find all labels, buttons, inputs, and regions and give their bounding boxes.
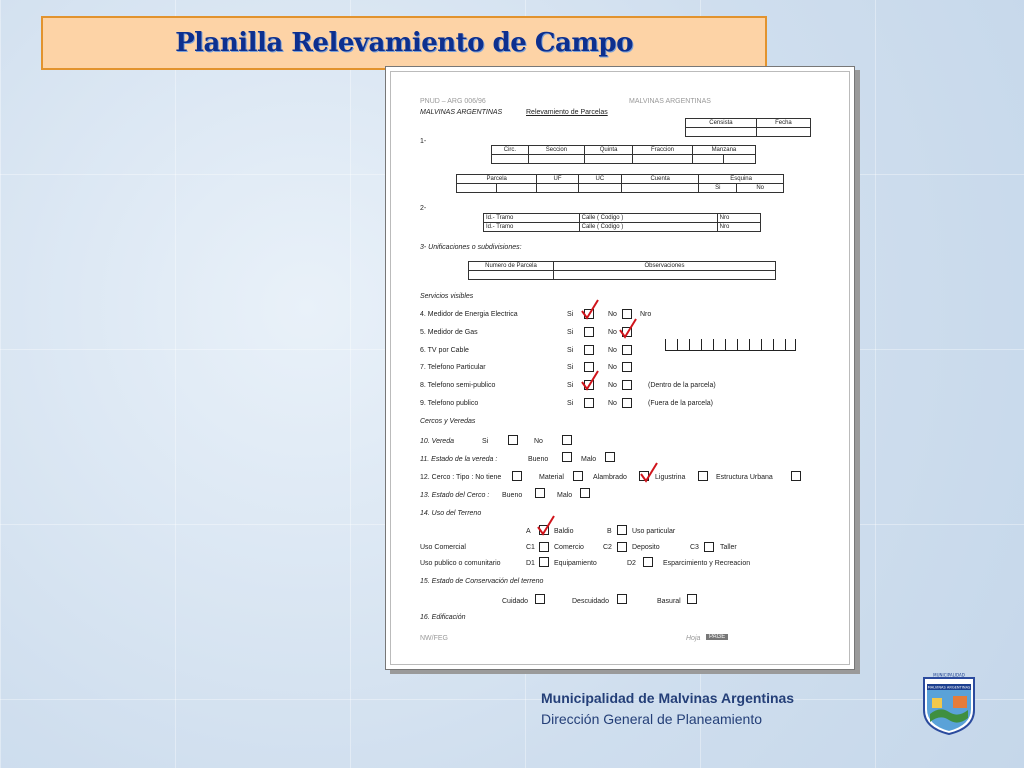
section-1-label: 1- — [420, 138, 427, 145]
th-fraccion: Fraccion — [633, 146, 693, 155]
checkbox-cerco-bueno[interactable] — [535, 488, 545, 498]
uso-d2-code: D2 — [627, 560, 636, 567]
slide-title-box — [41, 16, 767, 70]
esquina-si: Si — [699, 184, 737, 193]
checkbox-8-no[interactable] — [622, 380, 632, 390]
th-cuenta: Cuenta — [622, 175, 699, 184]
th-circ: Circ. — [492, 146, 529, 155]
logo-top-text: MUNICIPALIDAD — [933, 672, 965, 678]
th-censista: Censista — [686, 119, 757, 128]
conserv-basural-label: Basural — [657, 598, 681, 605]
checkbox-uso-particular[interactable] — [617, 525, 627, 535]
section-2-label: 2- — [420, 205, 427, 212]
table-unificaciones — [468, 261, 776, 280]
uso-particular-label: Uso particular — [632, 528, 676, 535]
form-subheader-left: MALVINAS ARGENTINAS — [420, 109, 503, 116]
vereda-label: 10. Vereda — [420, 438, 454, 445]
red-check-icon — [580, 299, 600, 321]
cell-calle-2: Calle ( Codigo ) — [579, 223, 717, 232]
th-esquina: Esquina — [699, 175, 784, 184]
th-quinta: Quinta — [584, 146, 632, 155]
checkbox-uso-comercio[interactable] — [539, 542, 549, 552]
checkbox-uso-taller[interactable] — [704, 542, 714, 552]
cerco-tipo-label: 12. Cerco : Tipo : No tiene — [420, 474, 502, 481]
uso-c3-code: C3 — [690, 544, 699, 551]
red-check-icon — [618, 318, 638, 340]
no-label: No — [608, 400, 617, 407]
checkbox-vereda-si[interactable] — [508, 435, 518, 445]
form-page-badge: PAGE — [706, 634, 728, 640]
checkbox-cerco-estructura[interactable] — [791, 471, 801, 481]
form-header-right: MALVINAS ARGENTINAS — [629, 98, 711, 105]
uso-equipamiento-label: Equipamiento — [554, 560, 597, 567]
si-label: Si — [567, 400, 574, 407]
no-label: No — [534, 438, 543, 445]
servicios-title: Servicios visibles — [420, 293, 474, 300]
estado-cerco-label: 13. Estado del Cerco : — [420, 492, 490, 499]
no-label: No — [608, 311, 617, 318]
red-check-icon — [536, 515, 556, 537]
checkbox-vereda-bueno[interactable] — [562, 452, 572, 462]
conservacion-title: 15. Estado de Conservación del terreno — [420, 578, 544, 585]
checkbox-vereda-no[interactable] — [562, 435, 572, 445]
checkbox-5-si[interactable] — [584, 327, 594, 337]
servicio-extra: Nro — [640, 311, 652, 318]
servicio-label: 5. Medidor de Gas — [420, 329, 478, 336]
uso-deposito-label: Deposito — [632, 544, 660, 551]
uso-c2-code: C2 — [603, 544, 612, 551]
servicio-label: 8. Telefono semi-publico — [420, 382, 496, 389]
uso-comercio-label: Comercio — [554, 544, 584, 551]
checkbox-conserv-basural[interactable] — [687, 594, 697, 604]
cerco-opt-material: Material — [539, 474, 564, 481]
uso-b-code: B — [607, 528, 612, 535]
table-catastro — [491, 145, 756, 164]
municipality-logo — [920, 672, 978, 736]
uso-baldio-label: Baldio — [554, 528, 574, 535]
th-uf: UF — [537, 175, 578, 184]
th-manzana: Manzana — [692, 146, 755, 155]
servicio-label: 4. Medidor de Energia Electrica — [420, 311, 518, 318]
red-check-icon — [580, 370, 600, 392]
si-label: Si — [482, 438, 489, 445]
checkbox-6-no[interactable] — [622, 345, 632, 355]
cell-nro-2: Nro — [717, 223, 760, 232]
bueno-label: Bueno — [528, 456, 549, 463]
form-subheader-title: Relevamiento de Parcelas — [526, 109, 608, 116]
servicio-extra: (Dentro de la parcela) — [648, 382, 716, 389]
form-sheet — [385, 66, 855, 670]
th-observaciones: Observaciones — [554, 262, 776, 271]
table-censista — [685, 118, 811, 137]
table-parcela — [456, 174, 784, 193]
no-label: No — [608, 382, 617, 389]
footer-org: Municipalidad de Malvinas Argentinas — [541, 690, 795, 706]
logo-band-text: MALVINAS ARGENTINAS — [927, 685, 971, 690]
no-label: No — [608, 329, 617, 336]
uso-a-code: A — [526, 528, 531, 535]
si-label: Si — [567, 311, 574, 318]
form-header-left: PNUD – ARG 006/96 — [420, 98, 486, 105]
uso-d1-code: D1 — [526, 560, 535, 567]
checkbox-uso-esparcimiento[interactable] — [643, 557, 653, 567]
cercos-title: Cercos y Veredas — [420, 418, 476, 425]
si-label: Si — [567, 347, 574, 354]
form-footer-hoja: Hoja — [686, 635, 701, 642]
footer-dept: Dirección General de Planeamiento — [541, 711, 763, 727]
cell-tramo-2: Id.- Tramo — [484, 223, 580, 232]
uso-taller-label: Taller — [720, 544, 737, 551]
checkbox-conserv-descuidado[interactable] — [617, 594, 627, 604]
si-label: Si — [567, 364, 574, 371]
th-parcela: Parcela — [457, 175, 537, 184]
esquina-no: No — [737, 184, 784, 193]
malo-label: Malo — [557, 492, 573, 499]
th-uc: UC — [578, 175, 621, 184]
checkbox-6-si[interactable] — [584, 345, 594, 355]
servicio-label: 7. Telefono Particular — [420, 364, 486, 371]
edificacion-title: 16. Edificación — [420, 614, 466, 621]
checkbox-cerco-material[interactable] — [573, 471, 583, 481]
checkbox-vereda-malo[interactable] — [605, 452, 615, 462]
th-fecha: Fecha — [756, 119, 810, 128]
no-label: No — [608, 364, 617, 371]
cerco-opt-estructura: Estructura Urbana — [716, 474, 773, 481]
servicio-extra: (Fuera de la parcela) — [648, 400, 713, 407]
cell-nro-1: Nro — [717, 214, 760, 223]
red-check-icon — [639, 462, 659, 484]
checkbox-cerco-no-tiene[interactable] — [512, 471, 522, 481]
cell-tramo-1: Id.- Tramo — [484, 214, 580, 223]
checkbox-cerco-ligustrina[interactable] — [698, 471, 708, 481]
uso-comercial-label: Uso Comercial — [420, 544, 466, 551]
checkbox-9-si[interactable] — [584, 398, 594, 408]
estado-vereda-label: 11. Estado de la vereda : — [420, 456, 498, 463]
servicio-label: 6. TV por Cable — [420, 347, 469, 354]
section-3-label: 3- Unificaciones o subdivisiones: — [420, 244, 522, 251]
servicio-label: 9. Telefono publico — [420, 400, 479, 407]
si-label: Si — [567, 382, 574, 389]
th-numero-parcela: Numero de Parcela — [469, 262, 554, 271]
uso-esparcimiento-label: Esparcimiento y Recreacion — [663, 560, 751, 567]
no-label: No — [608, 347, 617, 354]
si-label: Si — [567, 329, 574, 336]
slide-title: Planilla Relevamiento de Campo — [175, 28, 633, 58]
checkbox-9-no[interactable] — [622, 398, 632, 408]
table-calles — [483, 213, 761, 232]
checkbox-conserv-cuidado[interactable] — [535, 594, 545, 604]
uso-title: 14. Uso del Terreno — [420, 510, 482, 517]
checkbox-uso-deposito[interactable] — [617, 542, 627, 552]
form-footer-left: NW/FEG — [420, 635, 448, 642]
cerco-opt-ligustrina: Ligustrina — [655, 474, 686, 481]
checkbox-uso-equipamiento[interactable] — [539, 557, 549, 567]
th-seccion: Seccion — [528, 146, 584, 155]
uso-publico-label: Uso publico o comunitario — [420, 560, 501, 567]
conserv-descuidado-label: Descuidado — [572, 598, 609, 605]
uso-c1-code: C1 — [526, 544, 535, 551]
bueno-label: Bueno — [502, 492, 523, 499]
medidor-gas-digit-boxes[interactable] — [665, 339, 796, 351]
checkbox-cerco-malo[interactable] — [580, 488, 590, 498]
cell-calle-1: Calle ( Codigo ) — [579, 214, 717, 223]
cerco-opt-alambrado: Alambrado — [593, 474, 627, 481]
conserv-cuidado-label: Cuidado — [502, 598, 529, 605]
checkbox-7-no[interactable] — [622, 362, 632, 372]
malo-label: Malo — [581, 456, 597, 463]
